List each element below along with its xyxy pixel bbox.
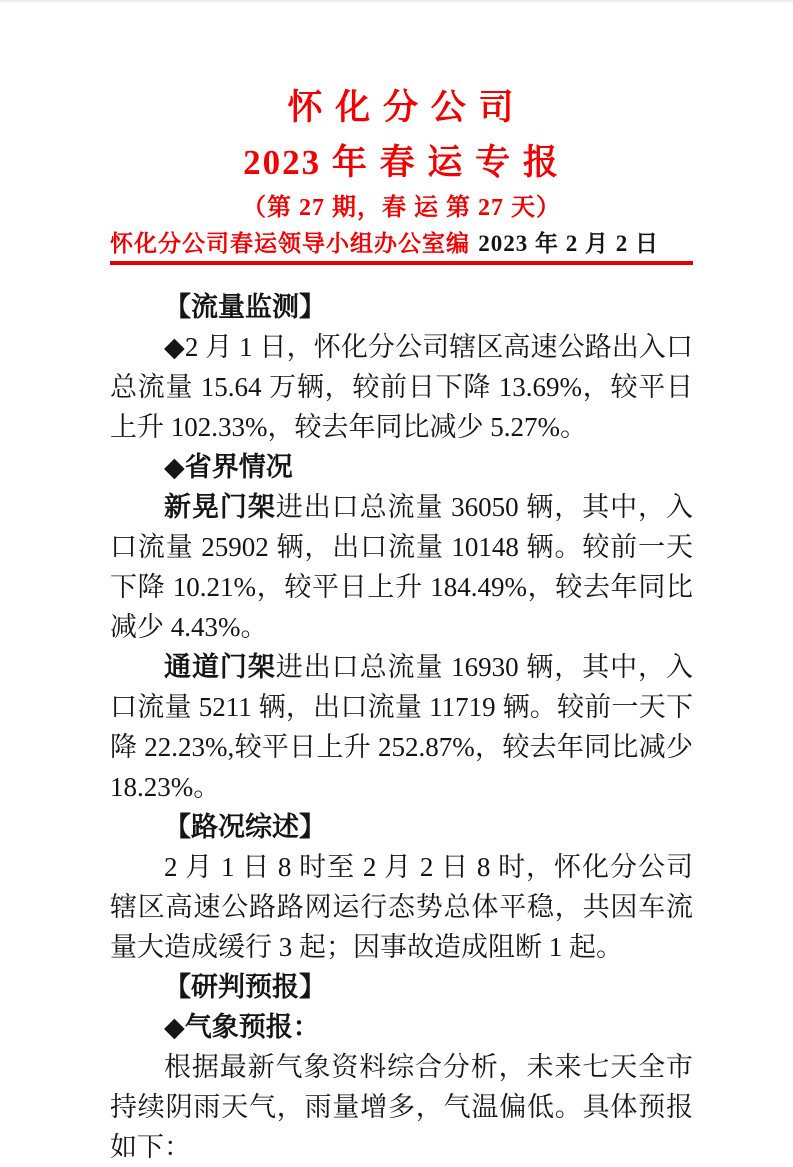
masthead	[110, 230, 693, 258]
section-heading-road-conditions: 【路况综述】	[164, 812, 326, 842]
paragraph-tongdao-gantry-text: 进出口总流量 16930 辆，其中，入口流量 5211 辆，出口流量 11719 辆。较前一天下降 22.23%,较平日上升 252.87%，较去年同比减少 18.23%。	[110, 652, 694, 802]
paragraph-weather-forecast: 根据最新气象资料综合分析，未来七天全市持续阴雨天气，雨量增多，气温偏低。具体预报如下：	[110, 1052, 693, 1162]
subheading-weather-forecast	[110, 1007, 693, 1047]
paragraph-tongdao-gantry	[110, 647, 693, 807]
paragraph-flow-summary-text: 2 月 1 日，怀化分公司辖区高速公路出入口总流量 15.64 万辆，较前日下降 13.69%，较平日上升 102.33%，较去年同比减少 5.27%。	[110, 332, 694, 442]
doc-title-line2: 2023 年 春 运 专 报	[243, 143, 560, 182]
subheading-provincial-border-text: 省界情况	[184, 452, 293, 482]
issuer-name: 怀化分公司春运领导小组办公室编	[110, 231, 470, 256]
subheading-provincial-border	[110, 447, 693, 487]
diamond-bullet-icon: ◆	[164, 1012, 185, 1042]
section-heading-forecast: 【研判预报】	[164, 972, 326, 1002]
xinhuang-gantry-label: 新晃门架	[164, 492, 276, 522]
diamond-bullet-icon: ◆	[164, 452, 185, 482]
document-content	[110, 2, 693, 1167]
section-heading-flow-monitor: 【流量监测】	[164, 292, 326, 322]
document-body	[110, 287, 693, 1167]
doc-issue-subtitle: （第 27 期，春 运 第 27 天）	[242, 195, 561, 221]
tongdao-gantry-label: 通道门架	[164, 652, 276, 682]
paragraph-road-conditions: 2 月 1 日 8 时至 2 月 2 日 8 时，怀化分公司辖区高速公路路网运行态势总体平稳，共因车流量大造成缓行 3 起；因事故造成阻断 1 起。	[110, 852, 693, 962]
paragraph-xinhuang-gantry-text: 进出口总流量 36050 辆，其中，入口流量 25902 辆，出口流量 10148 辆。较前一天下降 10.21%，较平日上升 184.49%，较去年同比减少 4.43%。	[110, 492, 694, 642]
diamond-bullet-icon: ◆	[164, 332, 185, 362]
issue-date: 2023 年 2 月 2 日	[478, 231, 659, 256]
doc-title-line1: 怀 化 分 公 司	[287, 88, 516, 127]
subheading-weather-forecast-text: 气象预报：	[184, 1012, 320, 1042]
paragraph-flow-summary	[110, 327, 693, 447]
red-divider-rule	[110, 261, 693, 265]
paragraph-xinhuang-gantry	[110, 487, 693, 647]
